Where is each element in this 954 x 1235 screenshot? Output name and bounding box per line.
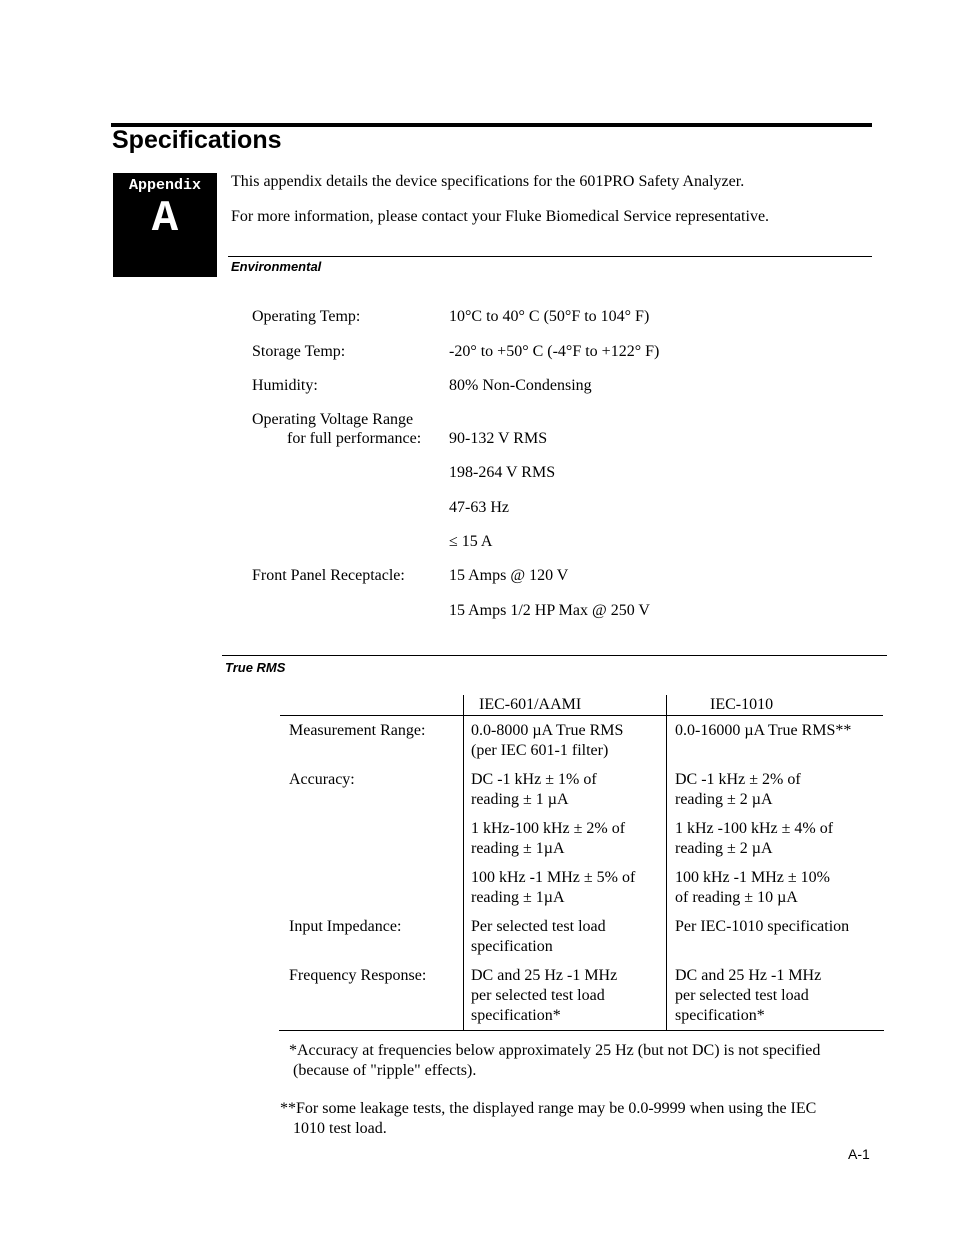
voltage-label-line-1: Operating Voltage Range — [252, 411, 414, 428]
voltage-value: 47-63 Hz — [449, 499, 509, 516]
humidity-value: 80% Non-Condensing — [449, 377, 592, 394]
voltage-value: ≤ 15 A — [449, 533, 493, 550]
footnote: **For some leakage tests, the displayed range may be 0.0-9999 when using the IEC 1010 test load. — [280, 1100, 817, 1137]
table-header-rule — [280, 715, 883, 716]
storage-temp-label: Storage Temp: — [252, 343, 346, 360]
page-number: A-1 — [848, 1146, 870, 1162]
table-cell: 0.0-16000 µA True RMS** — [675, 722, 852, 739]
humidity-label: Humidity: — [252, 377, 318, 394]
environmental-rule — [228, 256, 872, 257]
table-cell: Per selected test load specification — [471, 918, 606, 955]
appendix-badge — [113, 173, 217, 277]
column-header-iec1010: IEC-1010 — [710, 696, 774, 713]
voltage-value: 90-132 V RMS — [449, 430, 548, 447]
receptacle-label: Front Panel Receptacle: — [252, 567, 405, 584]
table-bottom-rule — [279, 1030, 884, 1031]
table-cell: 100 kHz -1 MHz ± 5% of reading ± 1µA — [471, 869, 636, 906]
input-impedance-label: Input Impedance: — [289, 918, 402, 935]
table-cell: DC -1 kHz ± 2% of reading ± 2 µA — [675, 771, 801, 808]
appendix-letter: A — [151, 194, 179, 244]
intro-line-1: This appendix details the device specifications for the 601PRO Safety Analyzer. — [231, 173, 745, 190]
table-cell: 1 kHz -100 kHz ± 4% of reading ± 2 µA — [675, 820, 834, 857]
table-column-divider — [666, 695, 667, 1030]
measurement-range-label: Measurement Range: — [289, 722, 426, 739]
table-cell: DC -1 kHz ± 1% of reading ± 1 µA — [471, 771, 597, 808]
appendix-word: Appendix — [128, 177, 201, 194]
accuracy-label: Accuracy: — [289, 771, 355, 788]
operating-temp-value: 10°C to 40° C (50°F to 104° F) — [449, 308, 650, 325]
storage-temp-value: -20° to +50° C (-4°F to +122° F) — [449, 343, 660, 360]
footnote: *Accuracy at frequencies below approximately 25 Hz (but not DC) is not specified (because of "ripple" effects). — [289, 1042, 821, 1079]
intro-line-2: For more information, please contact your Fluke Biomedical Service representative. — [231, 208, 770, 225]
table-cell: 1 kHz-100 kHz ± 2% of reading ± 1µA — [471, 820, 626, 857]
table-cell: DC and 25 Hz -1 MHz per selected test load specification* — [471, 967, 618, 1024]
table-column-divider — [463, 695, 464, 1030]
frequency-response-label: Frequency Response: — [289, 967, 427, 984]
environmental-heading: Environmental — [231, 259, 322, 274]
table-cell: Per IEC-1010 specification — [675, 918, 850, 935]
receptacle-value: 15 Amps 1/2 HP Max @ 250 V — [449, 602, 650, 619]
operating-temp-label: Operating Temp: — [252, 308, 361, 325]
true-rms-rule — [222, 655, 887, 656]
table-cell: 100 kHz -1 MHz ± 10% of reading ± 10 µA — [675, 869, 830, 906]
voltage-label-line-2: for full performance: — [287, 430, 422, 447]
table-cell: 0.0-8000 µA True RMS (per IEC 601-1 filter) — [471, 722, 624, 759]
table-cell: DC and 25 Hz -1 MHz per selected test load specification* — [675, 967, 822, 1024]
page-title: Specifications — [112, 126, 282, 154]
column-header-iec601: IEC-601/AAMI — [479, 696, 582, 713]
receptacle-value: 15 Amps @ 120 V — [449, 567, 569, 584]
voltage-value: 198-264 V RMS — [449, 464, 556, 481]
true-rms-heading: True RMS — [225, 660, 286, 675]
